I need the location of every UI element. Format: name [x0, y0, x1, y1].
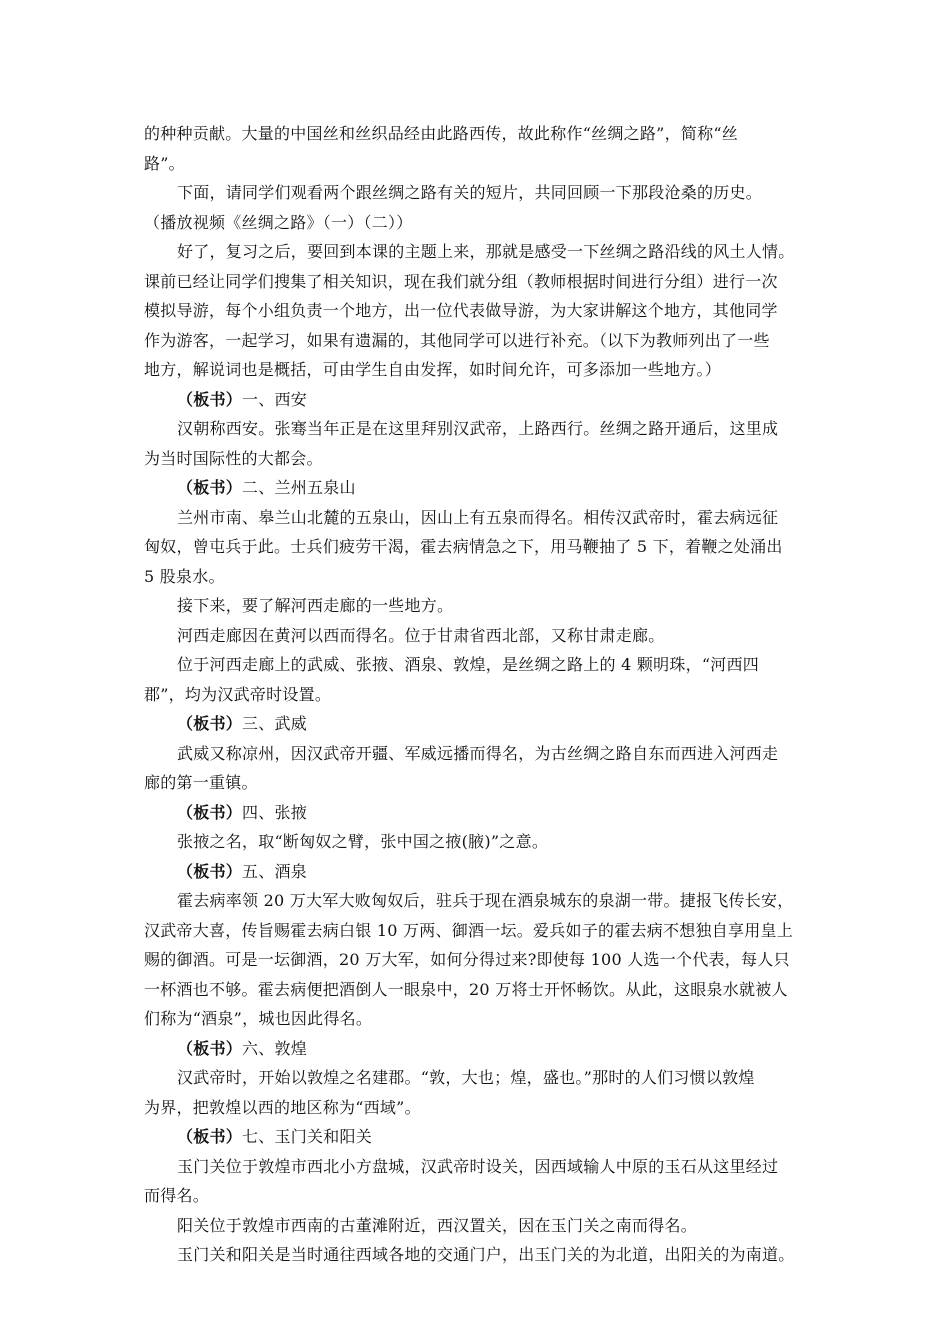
- paragraph-line: 汉朝称西安。张骞当年正是在这里拜别汉武帝，上路西行。丝绸之路开通后，这里成: [177, 419, 779, 438]
- paragraph-line: 课前已经让同学们搜集了相关知识，现在我们就分组（教师根据时间进行分组）进行一次: [144, 271, 778, 291]
- board-label: （板书）: [177, 861, 243, 881]
- paragraph-line: 一杯酒也不够。霍去病便把酒倒人一眼泉中，20 万将士开怀畅饮。从此，这眼泉水就被人: [144, 979, 788, 999]
- paragraph-line: 5 股泉水。: [144, 566, 225, 586]
- paragraph-line: 位于河西走廊上的武威、张掖、酒泉、敦煌，是丝绸之路上的 4 颗明珠，“河西四: [177, 655, 760, 674]
- paragraph-line: 作为游客，一起学习，如果有遗漏的，其他同学可以进行补充。（以下为教师列出了一些: [144, 330, 770, 350]
- paragraph-line: 兰州市南、皋兰山北麓的五泉山，因山上有五泉而得名。相传汉武帝时，霍去病远征: [177, 507, 779, 527]
- board-title: 一、西安: [242, 389, 308, 409]
- board-label: （板书）: [177, 478, 243, 497]
- paragraph-line: 阳关位于敦煌市西南的古董滩附近，西汉置关，因在玉门关之南而得名。: [177, 1215, 698, 1235]
- paragraph-line: 而得名。: [144, 1186, 210, 1205]
- paragraph-line: 汉武帝大喜，传旨赐霍去病白银 10 万两、御酒一坛。爱兵如子的霍去病不想独自享用皇上: [144, 920, 794, 940]
- paragraph-line: 匈奴，曾屯兵于此。士兵们疲劳干渴，霍去病情急之下，用马鞭抽了 5 下，着鞭之处涌出: [144, 537, 783, 556]
- board-title: 七、玉门关和阳关: [242, 1127, 373, 1146]
- board-heading: [144, 473, 812, 503]
- board-heading: [144, 857, 812, 887]
- paragraph-line: 接下来，要了解河西走廊的一些地方。: [177, 596, 454, 615]
- board-heading: [144, 385, 812, 415]
- board-title: 三、武威: [242, 714, 308, 733]
- paragraph-line: 郡”，均为汉武帝时设置。: [144, 684, 332, 704]
- board-title: 五、酒泉: [242, 861, 308, 881]
- board-heading: [144, 1122, 812, 1152]
- board-heading: [144, 709, 812, 739]
- board-title: 四、张掖: [242, 802, 308, 822]
- board-label: （板书）: [177, 802, 243, 822]
- paragraph-line: 模拟导游，每个小组负责一个地方，出一位代表做导游，为大家讲解这个地方，其他同学: [144, 301, 778, 320]
- board-heading: [144, 1034, 812, 1064]
- paragraph-line: 霍去病率领 20 万大军大败匈奴后，驻兵于现在酒泉城东的泉湖一带。捷报飞传长安，: [177, 891, 794, 910]
- board-title: 六、敦煌: [242, 1038, 308, 1058]
- board-label: （板书）: [177, 714, 243, 733]
- paragraph-line: 河西走廊因在黄河以西而得名。位于甘肃省西北部，又称甘肃走廊。: [177, 625, 665, 645]
- board-title: 二、兰州五泉山: [242, 478, 356, 497]
- board-label: （板书）: [177, 389, 243, 409]
- paragraph-line: 的种种贡献。大量的中国丝和丝织品经由此路西传，故此称作“丝绸之路”，简称“丝: [144, 124, 739, 143]
- paragraph-line: 张掖之名，取“断匈奴之臂，张中国之掖(腋)”之意。: [177, 832, 549, 851]
- paragraph-line: 武威又称凉州，因汉武帝开疆、军威远播而得名，为古丝绸之路自东而西进入河西走: [177, 743, 779, 763]
- paragraph-line: 们称为“酒泉”，城也因此得名。: [144, 1009, 373, 1028]
- board-label: （板书）: [177, 1038, 243, 1058]
- document-page: [144, 119, 812, 1270]
- paragraph-line: 为当时国际性的大都会。: [144, 448, 323, 468]
- paragraph-line: 好了，复习之后，要回到本课的主题上来，那就是感受一下丝绸之路沿线的风土人情。: [177, 242, 795, 261]
- paragraph-line: 玉门关位于敦煌市西北小方盘城，汉武帝时设关，因西域输人中原的玉石从这里经过: [177, 1156, 779, 1176]
- board-heading: [144, 798, 812, 828]
- paragraph-line: 下面，请同学们观看两个跟丝绸之路有关的短片，共同回顾一下那段沧桑的历史。: [177, 183, 763, 202]
- paragraph-line: 路”。: [144, 153, 185, 173]
- paragraph-line: 玉门关和阳关是当时通往西域各地的交通门户，出玉门关的为北道，出阳关的为南道。: [177, 1245, 795, 1264]
- board-label: （板书）: [177, 1127, 243, 1146]
- paragraph-line: 汉武帝时，开始以敦煌之名建郡。“敦，大也；煌，盛也。”那时的人们习惯以敦煌: [177, 1068, 755, 1087]
- paragraph-line: 地方，解说词也是概括，可由学生自由发挥，如时间允许，可多添加一些地方。）: [144, 360, 722, 379]
- paragraph-line: （播放视频《丝绸之路》（一）（二））: [144, 212, 413, 232]
- paragraph-line: 廊的第一重镇。: [144, 773, 258, 792]
- paragraph-line: 为界，把敦煌以西的地区称为“西域”。: [144, 1097, 421, 1117]
- paragraph-line: 赐的御酒。可是一坛御酒，20 万大军，如何分得过来?即使每 100 人选一个代表，每人只: [144, 950, 790, 969]
